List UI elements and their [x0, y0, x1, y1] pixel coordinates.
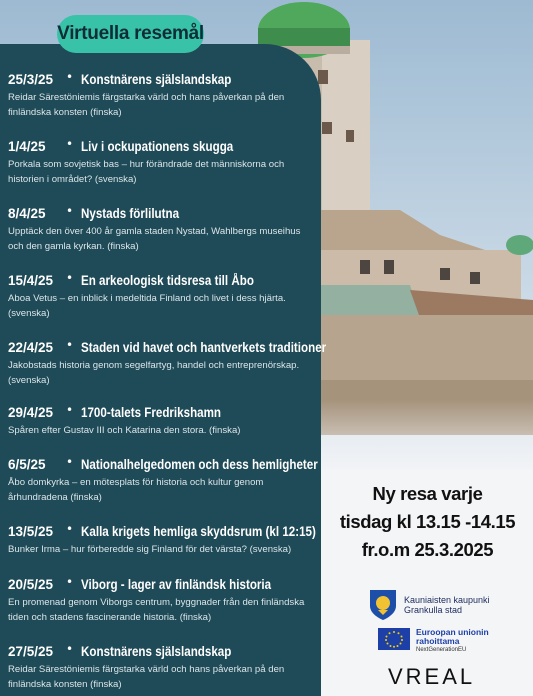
eu-line-1: Euroopan unionin [416, 627, 489, 637]
event-date: 29/4/25 [8, 405, 54, 420]
event-item [8, 206, 318, 254]
event-description: Porkala som sovjetisk bas – hur förändrade det människorna och historien i området? (svenska) [8, 159, 285, 185]
bullet-icon: • [66, 338, 74, 352]
event-description: Upptäck den över 400 år gamla staden Nystad, Wahlbergs museihus och den gamla kyrkan. (finska) [8, 226, 301, 252]
event-item [8, 139, 318, 187]
event-date: 1/4/25 [8, 139, 46, 154]
event-date: 13/5/25 [8, 524, 54, 539]
schedule-line-2: tisdag kl 13.15 -14.15 [339, 511, 516, 532]
event-item [8, 273, 318, 321]
event-title: Liv i ockupationens skugga [81, 139, 234, 154]
bullet-icon: • [66, 642, 74, 656]
event-description: Reidar Särestöniemis färgstarka värld och hans påverkan på den finländska konsten (finska) [8, 92, 285, 118]
event-date: 6/5/25 [8, 457, 46, 472]
event-item [8, 405, 318, 438]
event-description: Reidar Särestöniemis färgstarka värld och hans påverkan på den finländska konsten (finska) [8, 664, 285, 690]
bullet-icon: • [66, 522, 74, 536]
event-description: En promenad genom Viborgs centrum, byggnader från den finländska tiden och stadens fascinerande historia. (finska) [8, 597, 305, 623]
bullet-icon: • [66, 455, 74, 469]
kauniainen-logo [368, 588, 490, 622]
schedule-announcement [322, 480, 533, 564]
event-date: 22/4/25 [8, 340, 54, 355]
event-item [8, 577, 318, 625]
event-date: 15/4/25 [8, 273, 54, 288]
bullet-icon: • [66, 204, 74, 218]
event-date: 8/4/25 [8, 206, 46, 221]
event-description: Jakobstads historia genom segelfartyg, handel och entreprenörskap.(svenska) [8, 360, 300, 386]
eu-flag-icon [378, 628, 410, 650]
event-date: 27/5/25 [8, 644, 54, 659]
eu-line-3: NextGenerationEU [416, 647, 467, 653]
schedule-line-1: Ny resa varje [372, 483, 483, 504]
bullet-icon: • [66, 70, 74, 84]
bullet-icon: • [66, 575, 74, 589]
eu-line-2: rahoittama [416, 636, 460, 646]
event-date: 25/3/25 [8, 72, 54, 87]
event-title: Staden vid havet och hantverkets traditioner [81, 340, 327, 355]
bullet-icon: • [66, 137, 74, 151]
page-title: Virtuella resemål [57, 23, 204, 44]
event-date: 20/5/25 [8, 577, 54, 592]
event-title: Konstnärens själslandskap [81, 72, 232, 87]
title-badge [57, 15, 204, 53]
event-title: Nationalhelgedomen och dess hemligheter [81, 457, 318, 472]
event-item [8, 72, 318, 120]
schedule-line-3: fr.o.m 25.3.2025 [361, 539, 494, 560]
event-item [8, 644, 318, 692]
event-title: Kalla krigets hemliga skyddsrum (kl 12:15) [81, 524, 316, 539]
kauniainen-name-sv: Grankulla stad [404, 605, 463, 615]
vreal-logo: VREAL [388, 664, 476, 689]
event-title: Nystads förlilutna [81, 206, 180, 221]
event-title: Viborg - lager av finländsk historia [81, 577, 272, 592]
event-title: En arkeologisk tidsresa till Åbo [81, 273, 254, 288]
event-title: Konstnärens själslandskap [81, 644, 232, 659]
coat-of-arms-icon [368, 588, 398, 622]
event-description: Spåren efter Gustav III och Katarina den stora. (finska) [8, 425, 241, 436]
event-item [8, 457, 318, 505]
event-description: Åbo domkyrka – en mötesplats för historia och kultur genom århundradena (finska) [8, 477, 264, 503]
event-item [8, 524, 318, 557]
kauniainen-name-fi: Kauniaisten kaupunki [404, 595, 490, 605]
event-item [8, 338, 327, 388]
event-description: Aboa Vetus – en inblick i medeltida Finland och livet i dess hjärta. (svenska) [8, 293, 286, 319]
bullet-icon: • [66, 271, 74, 285]
bullet-icon: • [66, 403, 74, 417]
event-description: Bunker Irma – hur förberedde sig Finland för det värsta? (svenska) [8, 544, 292, 555]
eu-funding-logo [378, 628, 489, 655]
event-title: 1700-talets Fredrikshamn [81, 405, 222, 420]
